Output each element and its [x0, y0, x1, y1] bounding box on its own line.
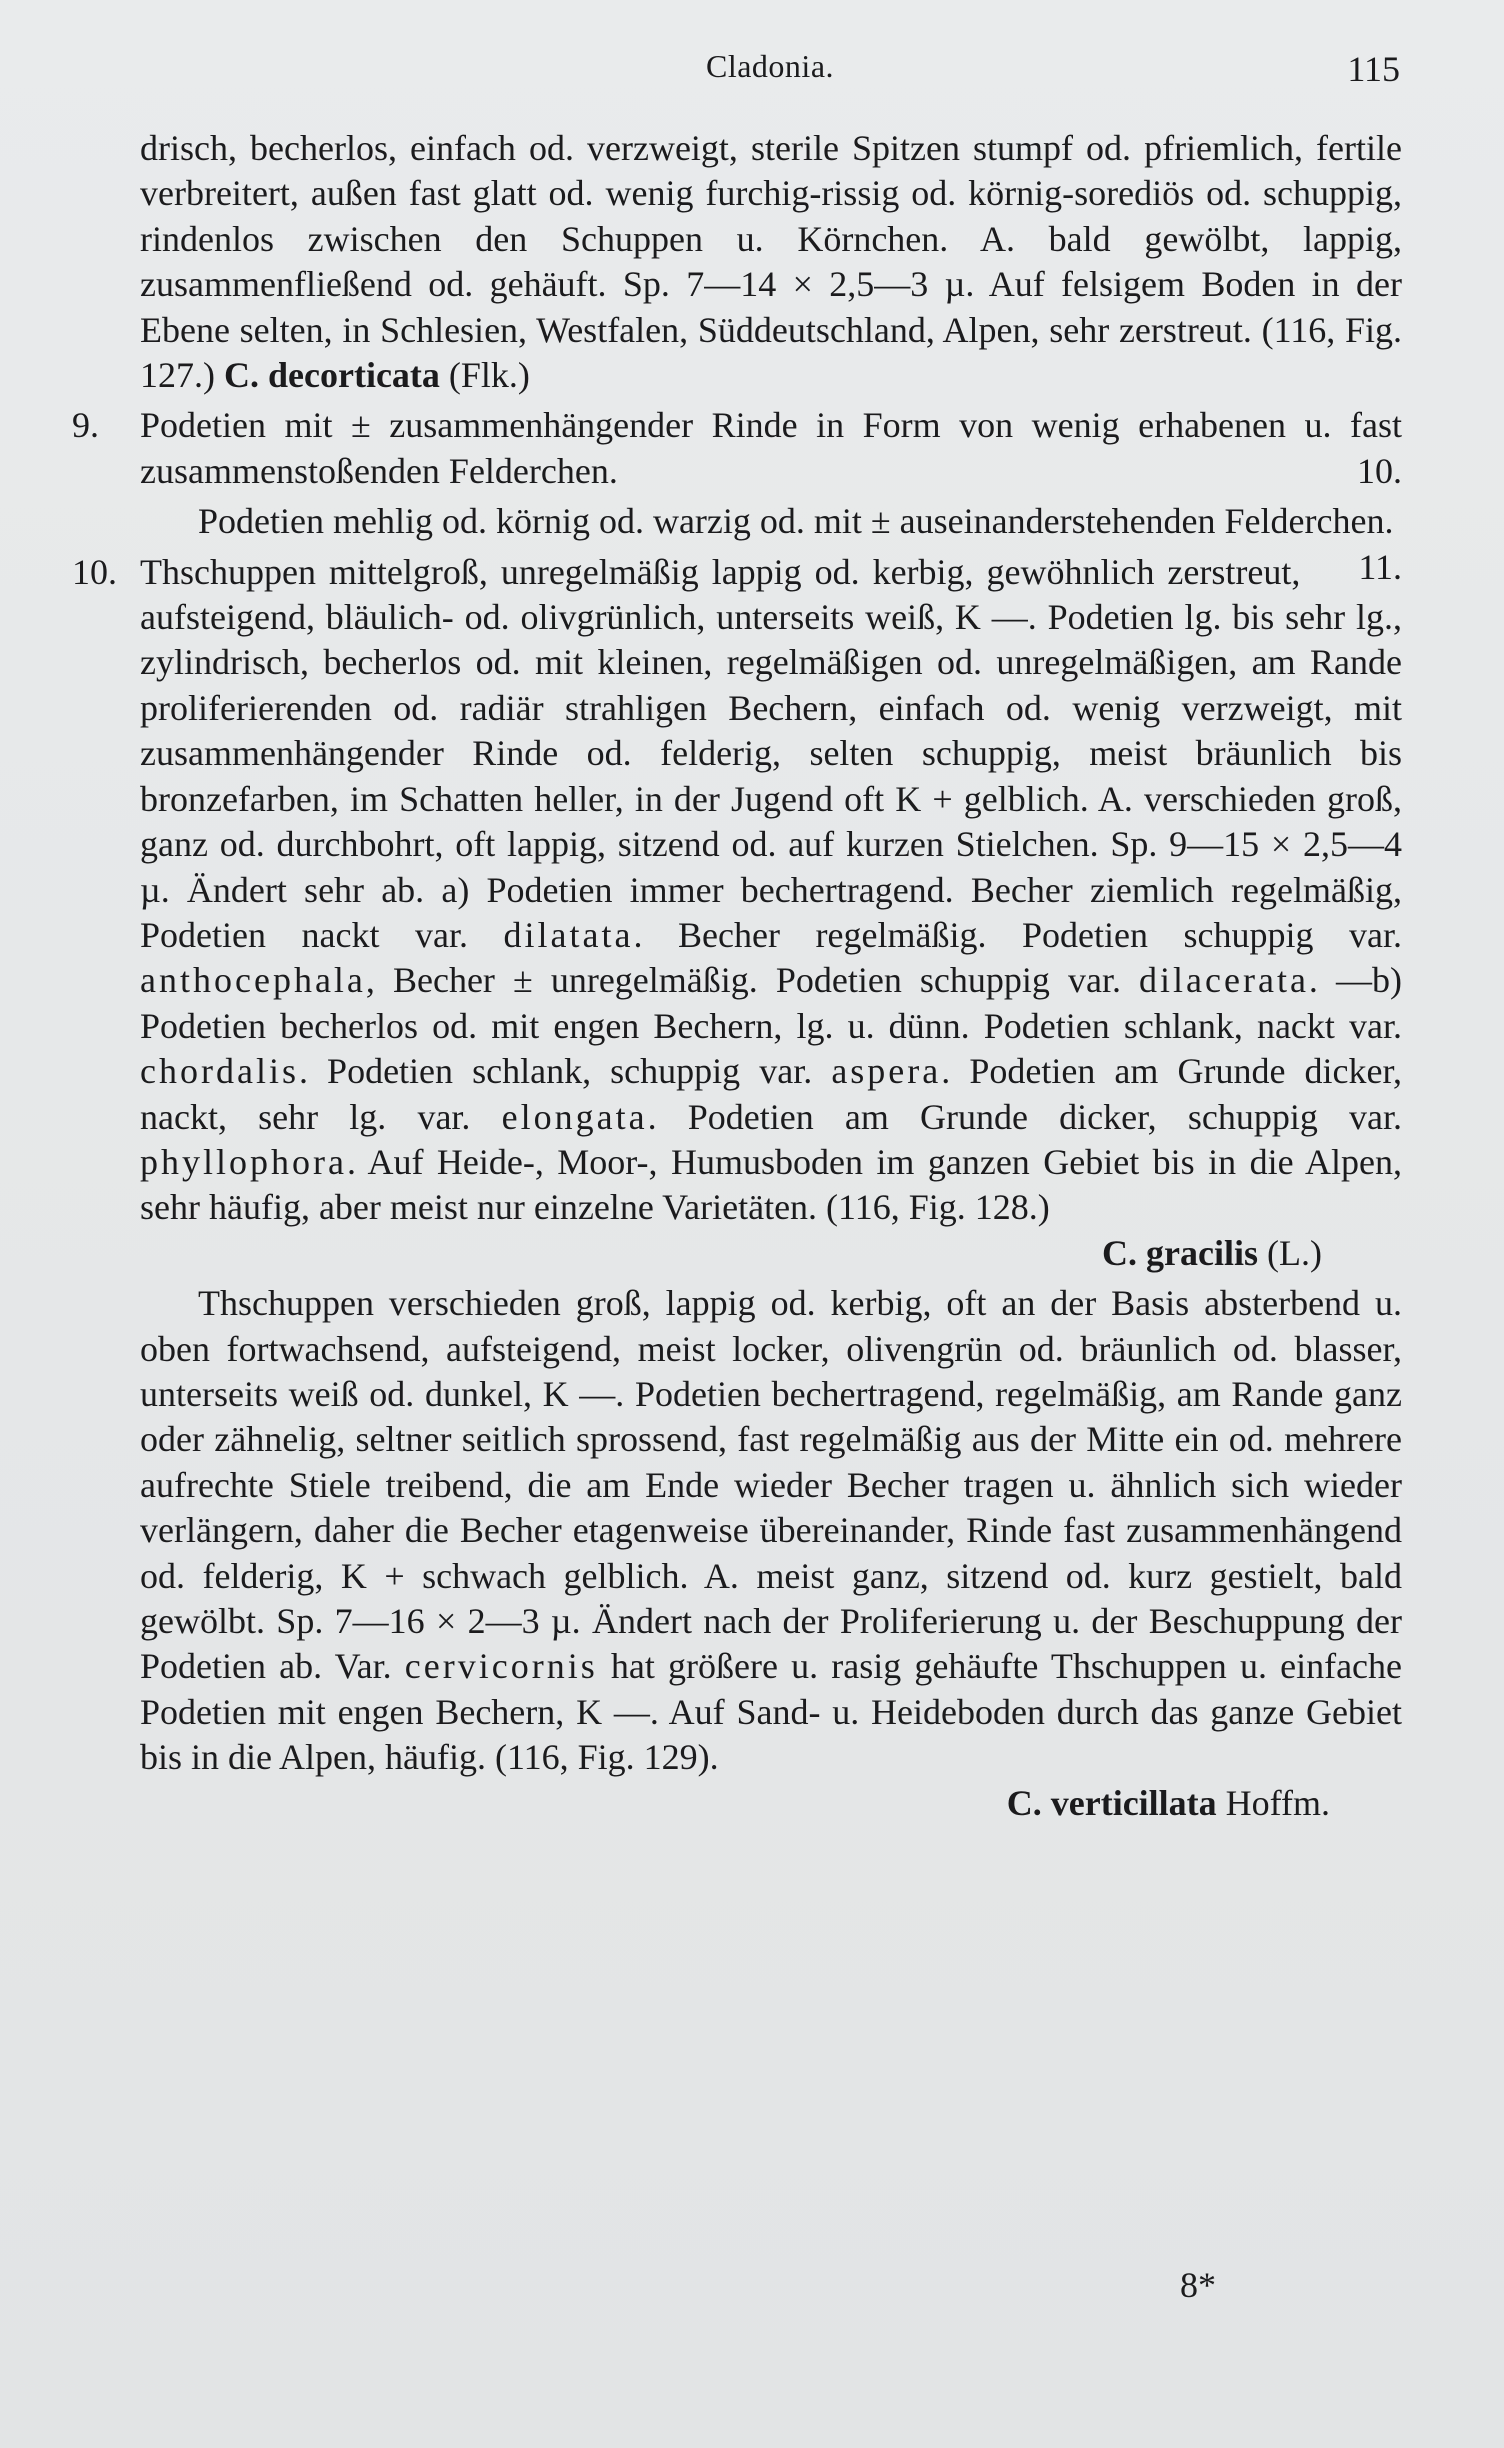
- key-item-9: [72, 403, 1402, 494]
- variety-name: cervicornis: [404, 1646, 598, 1687]
- species-name: C. decorticata: [224, 355, 440, 396]
- page-header: [140, 48, 1400, 98]
- key-text: . Podetien schlank, schuppig var.: [298, 1051, 832, 1092]
- species-name: C. gracilis: [1102, 1232, 1259, 1273]
- key-text: Thschuppen verschieden groß, lappig od. kerbig, oft an der Basis absterbend u. oben fortwachsend, aufsteigend, meist locker, olivengrün od. bräunlich od. blasser, unterseits weiß od. dunkel, K —. Podetien bechertragend, regelmäßig, am Rande ganz oder zähnelig, seltner seitlich sprossend, fast regelmäßig aus der Mitte ein od. mehrere aufrechte Stiele treibend, die am Ende wieder Becher tragen u. ähnlich sich wieder verlängern, daher die Becher etagenweise übereinander, Rinde fast zusammenhängend od. felderig, K + schwach gelblich. A. meist ganz, sitzend od. kurz gestielt, bald gewölbt. Sp. 7—16 × 2—3 µ. Ändert nach der Proliferierung u. der Beschuppung der Podetien ab. Var.: [140, 1283, 1402, 1687]
- variety-name: dilacerata: [1139, 960, 1309, 1001]
- species-author: Hoffm.: [1216, 1782, 1330, 1823]
- running-title: Cladonia.: [705, 48, 835, 84]
- key-text: , Becher ± unregelmäßig. Podetien schuppig var.: [365, 960, 1140, 1001]
- key-reference: 10.: [1357, 450, 1402, 491]
- key-text: hat größere u. rasig gehäufte Thschuppen u. einfache Podetien mit engen Bechern, K —. Auf Sand- u. Heideboden durch das ganze Gebiet bis in die Alpen, häufig. (116, Fig. 129).: [140, 1646, 1402, 1778]
- key-number: 10.: [72, 551, 117, 592]
- species-line: [140, 1781, 1330, 1826]
- key-text: Thschuppen mittelgroß, unregelmäßig lappig od. kerbig, gewöhnlich zerstreut, aufsteigend, bläulich- od. olivgrünlich, unterseits weiß, K —. Podetien lg. bis sehr lg., zylindrisch, becherlos od. mit kleinen, regelmäßigen od. unregelmäßigen, am Rande proliferierenden od. radiär strahligen Bechern, einfach od. wenig verzweigt, mit zusammenhängender Rinde od. felderig, selten schuppig, meist bräunlich bis bronzefarben, im Schatten heller, in der Jugend oft K + gelblich. A. verschieden groß, ganz od. durchbohrt, oft lappig, sitzend od. auf kurzen Stielchen. Sp. 9—15 × 2,5—4 µ. Ändert sehr ab. a) Podetien immer bechertragend. Becher ziemlich regelmäßig, Podetien nackt var.: [140, 551, 1402, 955]
- key-item-10-alternative: [140, 1281, 1402, 1826]
- key-text: Podetien mit ± zusammenhängender Rinde in Form von wenig erhabenen u. fast zusammenstoßenden Felderchen.: [140, 405, 1402, 491]
- species-author: (Flk.): [439, 355, 530, 396]
- key-text: . —b) Podetien becherlos od. mit engen Bechern, lg. u. dünn. Podetien schlank, nackt var.: [140, 960, 1402, 1046]
- paragraph-text: drisch, becherlos, einfach od. verzweigt, sterile Spitzen stumpf od. pfriemlich, fertile verbreitert, außen fast glatt od. wenig furchig-rissig od. körnig-sorediös od. schuppig, rindenlos zwischen den Schuppen u. Körnchen. A. bald gewölbt, lappig, zusammenfließend od. gehäuft. Sp. 7—14 × 2,5—3 µ. Auf felsigem Boden in der Ebene selten, in Schlesien, Westfalen, Süddeutschland, Alpen, sehr zerstreut. (116, Fig. 127.): [140, 128, 1402, 396]
- species-name: C. verticillata: [1006, 1782, 1217, 1823]
- key-text: Podetien mehlig od. körnig od. warzig od. mit ± auseinanderstehenden Felderchen.: [198, 501, 1394, 542]
- variety-name: dilatata: [503, 914, 634, 955]
- key-text: . Podetien am Grunde dicker, nackt, sehr lg. var.: [140, 1051, 1403, 1137]
- body-text: [72, 126, 1403, 1831]
- key-text: . Podetien am Grunde dicker, schuppig var.: [647, 1096, 1402, 1137]
- key-item-9-alternative: [140, 499, 1402, 587]
- key-number: 9.: [72, 405, 99, 446]
- key-reference: 11.: [1358, 546, 1402, 587]
- variety-name: aspera: [831, 1051, 942, 1092]
- key-item-10: [72, 550, 1403, 1277]
- variety-name: chordalis: [140, 1051, 299, 1092]
- species-author: (L.): [1258, 1232, 1322, 1273]
- printer-signature: 8*: [1180, 2265, 1216, 2305]
- key-text: . Becher regelmäßig. Podetien schuppig var.: [633, 914, 1403, 955]
- variety-name: phyllophora: [140, 1141, 347, 1182]
- paragraph-continued: [140, 126, 1402, 398]
- key-text: . Auf Heide-, Moor-, Humusboden im ganzen Gebiet bis in die Alpen, sehr häufig, aber meist nur einzelne Varietäten. (116, Fig. 128.): [140, 1141, 1402, 1228]
- variety-name: elongata: [501, 1096, 648, 1137]
- variety-name: anthocephala: [140, 960, 366, 1001]
- species-line: [140, 1231, 1322, 1276]
- page-number: 115: [1347, 49, 1400, 89]
